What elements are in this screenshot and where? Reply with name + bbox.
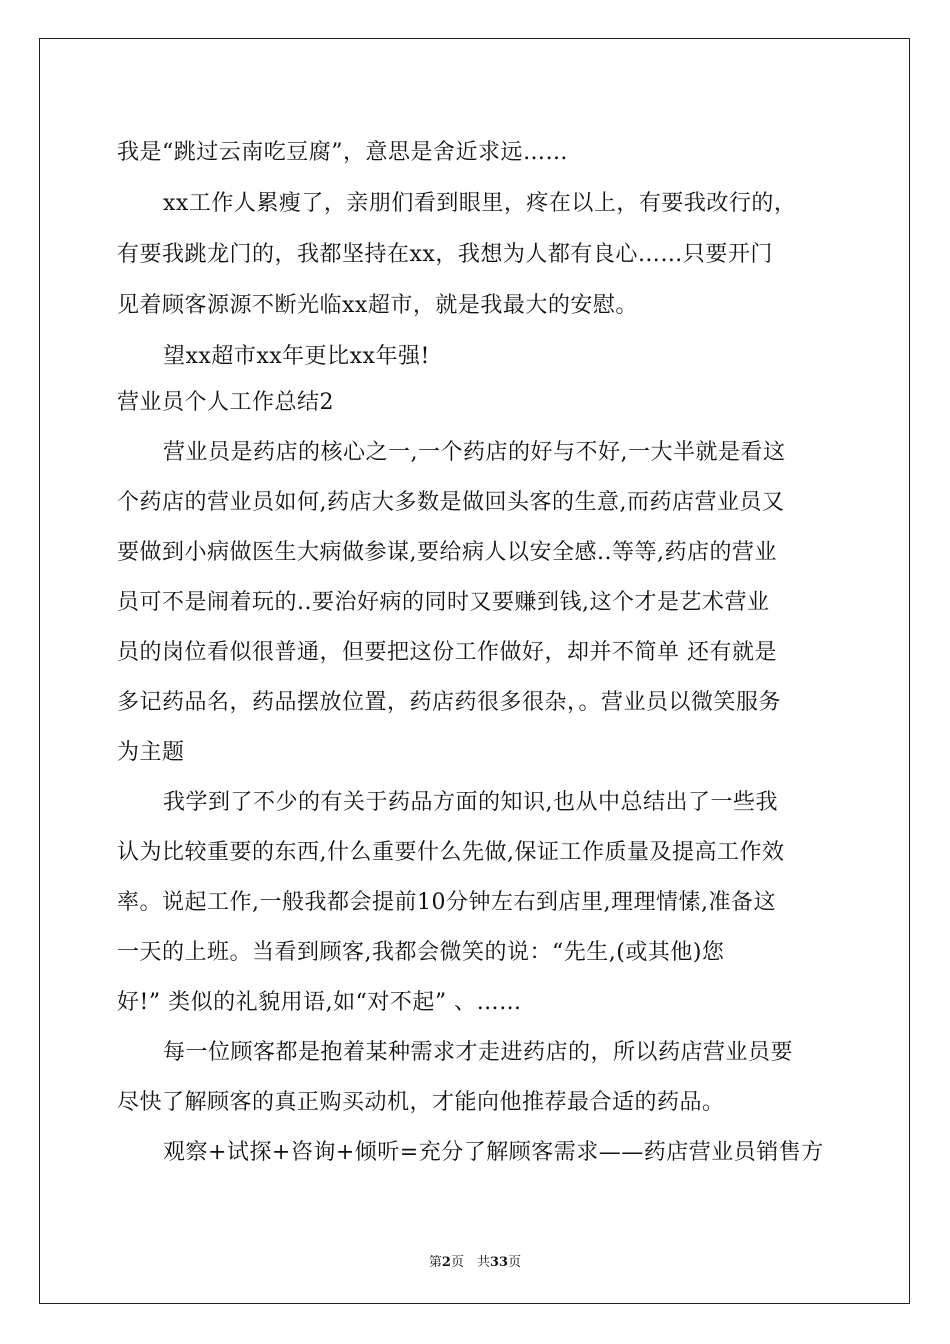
- text-line: 每一位顾客都是抱着某种需求才走进药店的，所以药店营业员要: [163, 1040, 794, 1065]
- text-line: 有要我跳龙门的，我都坚持在xx，我想为人都有良心……只要开门: [117, 242, 773, 267]
- text-line: 营业员是药店的核心之一,一个药店的好与不好,一大半就是看这: [163, 440, 786, 465]
- text-line: 率。说起工作,一般我都会提前10分钟左右到店里,理理情愫,准备这: [117, 890, 776, 915]
- text-line: 员的岗位看似很普通，但要把这份工作做好，却并不简单 还有就是: [117, 640, 777, 665]
- text-line: 我是“跳过云南吃豆腐”，意思是舍近求远……: [117, 140, 568, 165]
- text-line: 我学到了不少的有关于药品方面的知识,也从中总结出了一些我: [163, 790, 778, 815]
- text-line: 多记药品名，药品摆放位置，药店药很多很杂，。营业员以微笑服务: [117, 690, 782, 715]
- page-total: 33: [489, 1255, 509, 1270]
- text-line: 一天的上班。当看到顾客,我都会微笑的说：“先生,(或其他)您: [117, 940, 725, 965]
- text-line: 个药店的营业员如何,药店大多数是做回头客的生意,而药店营业员又: [117, 490, 785, 515]
- text-line: 望xx超市xx年更比xx年强!: [163, 344, 430, 369]
- text-line: 好!” 类似的礼貌用语,如“对不起” 、……: [117, 990, 522, 1015]
- page-suffix: 页: [508, 1255, 522, 1270]
- text-line: 尽快了解顾客的真正购买动机，才能向他推荐最合适的药品。: [117, 1090, 725, 1115]
- text-line: 要做到小病做医生大病做参谋,要给病人以安全感..等等,药店的营业: [117, 540, 777, 565]
- text-line: xx工作人累瘦了，亲朋们看到眼里，疼在以上，有要我改行的，: [163, 191, 797, 216]
- page-current: 2: [441, 1255, 451, 1270]
- text-line: 见着顾客源源不断光临xx超市，就是我最大的安慰。: [117, 293, 638, 318]
- text-line: 员可不是闹着玩的..要治好病的同时又要赚到钱,这个才是艺术营业: [117, 590, 770, 615]
- text-line: 观察+试探+咨询+倾听=充分了解顾客需求——药店营业员销售方: [163, 1140, 824, 1165]
- page-footer: [0, 1251, 950, 1270]
- section-heading: 营业员个人工作总结2: [117, 390, 334, 415]
- text-line: 认为比较重要的东西,什么重要什么先做,保证工作质量及提高工作效: [117, 840, 785, 865]
- page-mid: 页 共: [450, 1255, 490, 1270]
- page-prefix: 第: [428, 1255, 442, 1270]
- text-line: 为主题: [117, 740, 185, 765]
